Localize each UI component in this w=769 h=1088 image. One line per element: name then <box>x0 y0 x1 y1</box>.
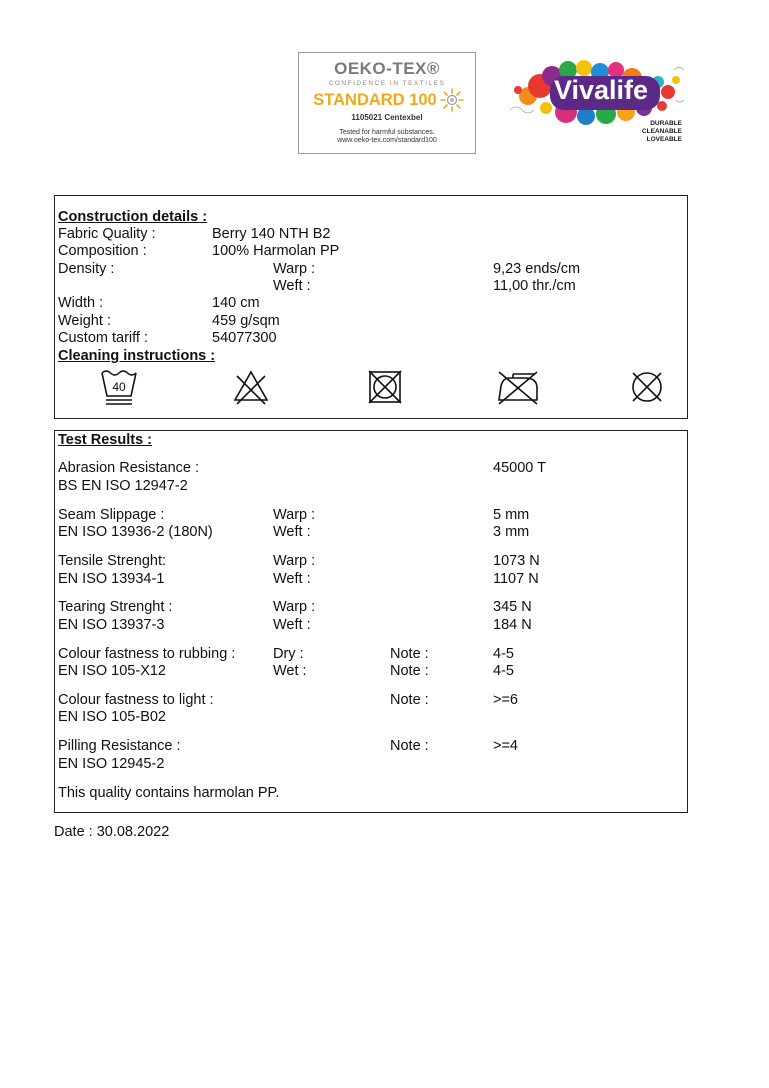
test-weft-label: Weft : <box>273 571 311 587</box>
vivalife-tagline: CLEANABLE <box>641 128 682 135</box>
oeko-tex-tested: Tested for harmful substances. <box>339 129 435 136</box>
oeko-tex-url: www.oeko-tex.com/standard100 <box>337 137 437 144</box>
fabric-quality-value: Berry 140 NTH B2 <box>212 226 331 242</box>
density-warp-label: Warp : <box>273 261 316 277</box>
weight-value: 459 g/sqm <box>212 313 280 329</box>
vivalife-tagline: LOVEABLE <box>646 136 682 143</box>
test-value: 4-5 <box>493 663 514 679</box>
test-name: Pilling Resistance : <box>58 738 181 754</box>
test-name: Abrasion Resistance : <box>58 460 200 476</box>
weight-label: Weight : <box>58 313 111 329</box>
test-value: 45000 T <box>493 460 546 476</box>
test-results-heading: Test Results : <box>58 432 153 448</box>
wash-temp: 40 <box>112 380 126 394</box>
test-weft-label: Weft : <box>273 617 311 633</box>
tariff-label: Custom tariff : <box>58 330 148 346</box>
oeko-tex-standard <box>299 91 475 110</box>
oeko-tex-logo <box>298 52 476 154</box>
test-weft-label: Weft : <box>273 524 311 540</box>
test-standard: EN ISO 13936-2 (180N) <box>58 524 213 540</box>
test-results-box <box>54 430 688 813</box>
test-wet-label: Wet : <box>273 663 307 679</box>
test-name: Tearing Strenght : <box>58 599 173 615</box>
test-value: 345 N <box>493 599 532 615</box>
vivalife-logo <box>506 50 690 148</box>
test-value: 5 mm <box>493 507 530 523</box>
fabric-quality-label: Fabric Quality : <box>58 226 156 242</box>
test-value: 184 N <box>493 617 532 633</box>
test-warp-label: Warp : <box>273 553 316 569</box>
oeko-tex-brand: OEKO-TEX® <box>334 59 440 78</box>
construction-details-box <box>54 195 688 419</box>
composition-label: Composition : <box>58 243 147 259</box>
test-note-label: Note : <box>390 692 429 708</box>
sun-flower-icon <box>440 88 464 112</box>
document-date: Date : 30.08.2022 <box>54 824 170 840</box>
test-note-label: Note : <box>390 663 429 679</box>
oeko-tex-certificate: 1105021 Centexbel <box>351 113 423 122</box>
density-label: Density : <box>58 261 115 277</box>
density-weft-label: Weft : <box>273 278 311 294</box>
no-tumble-dry-icon <box>365 366 405 408</box>
wash-40-icon <box>99 366 139 408</box>
test-standard: EN ISO 13937-3 <box>58 617 165 633</box>
width-label: Width : <box>58 295 104 311</box>
test-name: Seam Slippage : <box>58 507 165 523</box>
tariff-value: 54077300 <box>212 330 277 346</box>
test-dry-label: Dry : <box>273 646 304 662</box>
test-name: Tensile Strenght: <box>58 553 167 569</box>
test-name: Colour fastness to light : <box>58 692 214 708</box>
test-footnote: This quality contains harmolan PP. <box>58 785 280 801</box>
density-warp-value: 9,23 ends/cm <box>493 261 581 277</box>
test-value: 1107 N <box>493 571 539 587</box>
test-value: 3 mm <box>493 524 530 540</box>
oeko-tex-standard-text: STANDARD 100 <box>313 91 437 109</box>
cleaning-heading: Cleaning instructions : <box>58 348 216 364</box>
test-name: Colour fastness to rubbing : <box>58 646 236 662</box>
test-note-label: Note : <box>390 646 429 662</box>
test-standard: EN ISO 105-B02 <box>58 709 166 725</box>
test-warp-label: Warp : <box>273 599 316 615</box>
test-value: >=6 <box>493 692 518 708</box>
construction-heading: Construction details : <box>58 209 208 225</box>
vivalife-tagline: DURABLE <box>650 120 682 127</box>
test-standard: EN ISO 105-X12 <box>58 663 166 679</box>
density-weft-value: 11,00 thr./cm <box>493 278 576 294</box>
test-value: 1073 N <box>493 553 540 569</box>
no-dry-clean-icon <box>627 366 667 408</box>
test-warp-label: Warp : <box>273 507 316 523</box>
test-standard: EN ISO 13934-1 <box>58 571 165 587</box>
test-value: 4-5 <box>493 646 514 662</box>
test-standard: EN ISO 12945-2 <box>58 756 165 772</box>
test-value: >=4 <box>493 738 518 754</box>
vivalife-taglines <box>642 120 682 144</box>
test-standard: BS EN ISO 12947-2 <box>58 478 188 494</box>
test-note-label: Note : <box>390 738 429 754</box>
no-bleach-icon <box>231 366 271 408</box>
vivalife-wordmark: Vivalife <box>554 75 649 105</box>
no-iron-icon <box>495 366 541 408</box>
oeko-tex-tagline: CONFIDENCE IN TEXTILES <box>328 80 446 87</box>
width-value: 140 cm <box>212 295 260 311</box>
composition-value: 100% Harmolan PP <box>212 243 340 259</box>
